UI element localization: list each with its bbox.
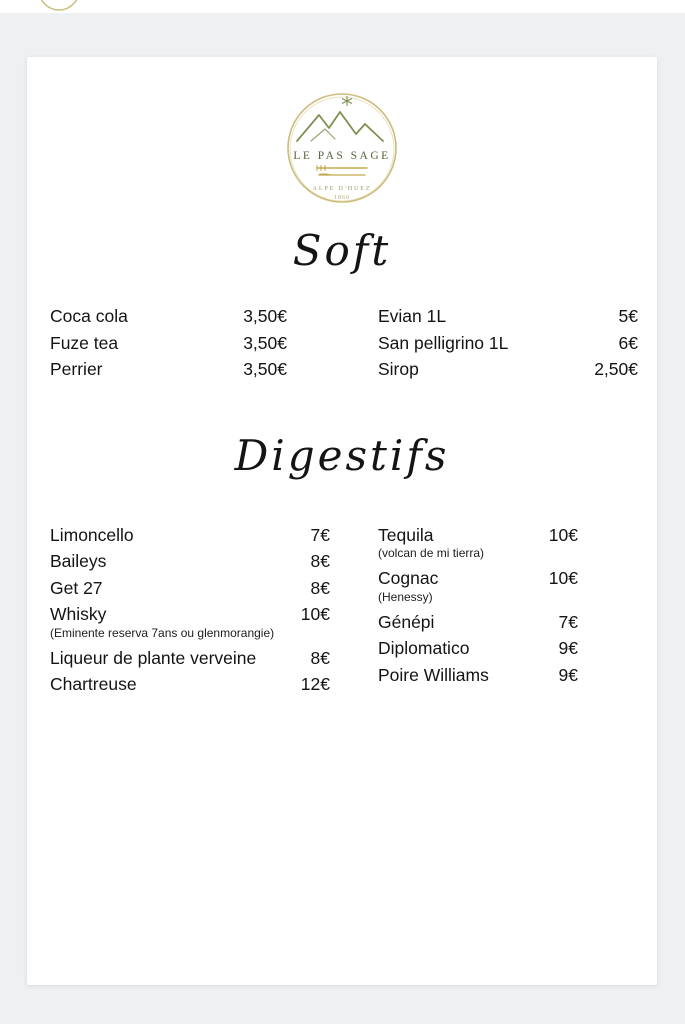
menu-item (378, 662, 578, 689)
item-name: Tequila (378, 524, 434, 545)
menu-page (27, 57, 657, 985)
soft-right-column (378, 303, 638, 383)
menu-item (50, 330, 287, 357)
item-name: Perrier (50, 359, 103, 379)
logo-title: LE PAS SAGE (293, 150, 391, 162)
item-note: (Henessy) (378, 589, 433, 604)
item-price: 3,50€ (243, 332, 287, 353)
item-name: Evian 1L (378, 306, 447, 326)
item-name: Sirop (378, 359, 419, 379)
menu-item (378, 609, 578, 636)
item-price: 8€ (310, 551, 330, 571)
previous-page-logo-fragment (24, 0, 94, 12)
item-name: Fuze tea (50, 332, 119, 353)
item-price: 9€ (558, 638, 578, 658)
item-price: 3,50€ (243, 306, 287, 326)
item-name: Cognac (378, 568, 439, 588)
menu-item (50, 522, 330, 549)
item-name: Liqueur de plante verveine (50, 647, 257, 668)
menu-item (50, 548, 330, 575)
item-name: Chartreuse (50, 674, 137, 694)
item-name: Coca cola (50, 306, 128, 326)
digestifs-right-column (378, 522, 578, 698)
item-name: Génépi (378, 611, 435, 632)
item-price: 5€ (618, 306, 638, 326)
item-note: (volcan de mi tierra) (378, 546, 485, 560)
menu-item (50, 575, 330, 602)
menu-item (378, 330, 638, 357)
item-price: 10€ (548, 568, 578, 588)
logo-year: 1860 (334, 195, 350, 201)
menu-item (50, 645, 330, 672)
section-soft (50, 303, 657, 383)
logo-graphic (267, 87, 417, 213)
previous-page-edge (0, 0, 685, 13)
section-title-soft: Soft (292, 226, 392, 275)
item-name: San pelligrino 1L (378, 332, 509, 353)
logo-subtitle: ALPE D'HUEZ (312, 185, 372, 192)
item-price: 9€ (558, 664, 578, 685)
item-price: 6€ (618, 332, 638, 353)
menu-item (378, 303, 638, 330)
item-price: 7€ (310, 524, 330, 545)
item-price: 2,50€ (594, 359, 638, 379)
menu-item (50, 671, 330, 698)
menu-item (50, 303, 287, 330)
digestifs-left-column (50, 522, 330, 698)
menu-item (378, 635, 578, 662)
item-price: 10€ (548, 524, 578, 545)
cutlery-icon (317, 166, 367, 176)
item-name: Whisky (50, 604, 107, 624)
item-price: 3,50€ (243, 359, 287, 379)
item-name: Poire Williams (378, 664, 489, 685)
menu-item (50, 356, 287, 383)
item-name: Get 27 (50, 577, 103, 598)
section-digestifs (50, 522, 657, 698)
section-title-digestifs: Digestifs (234, 430, 450, 480)
logo (267, 87, 417, 218)
item-name: Diplomatico (378, 638, 470, 658)
item-name: Limoncello (50, 524, 134, 545)
mountain-icon (297, 112, 383, 141)
item-price: 7€ (558, 611, 578, 632)
item-note: (Eminente reserva 7ans ou glenmorangie) (50, 625, 275, 640)
item-price: 8€ (310, 577, 330, 598)
soft-left-column (50, 303, 287, 383)
item-name: Baileys (50, 551, 107, 571)
item-price: 8€ (310, 647, 330, 668)
item-price: 10€ (300, 604, 330, 624)
menu-item (378, 356, 638, 383)
item-price: 12€ (300, 674, 330, 694)
